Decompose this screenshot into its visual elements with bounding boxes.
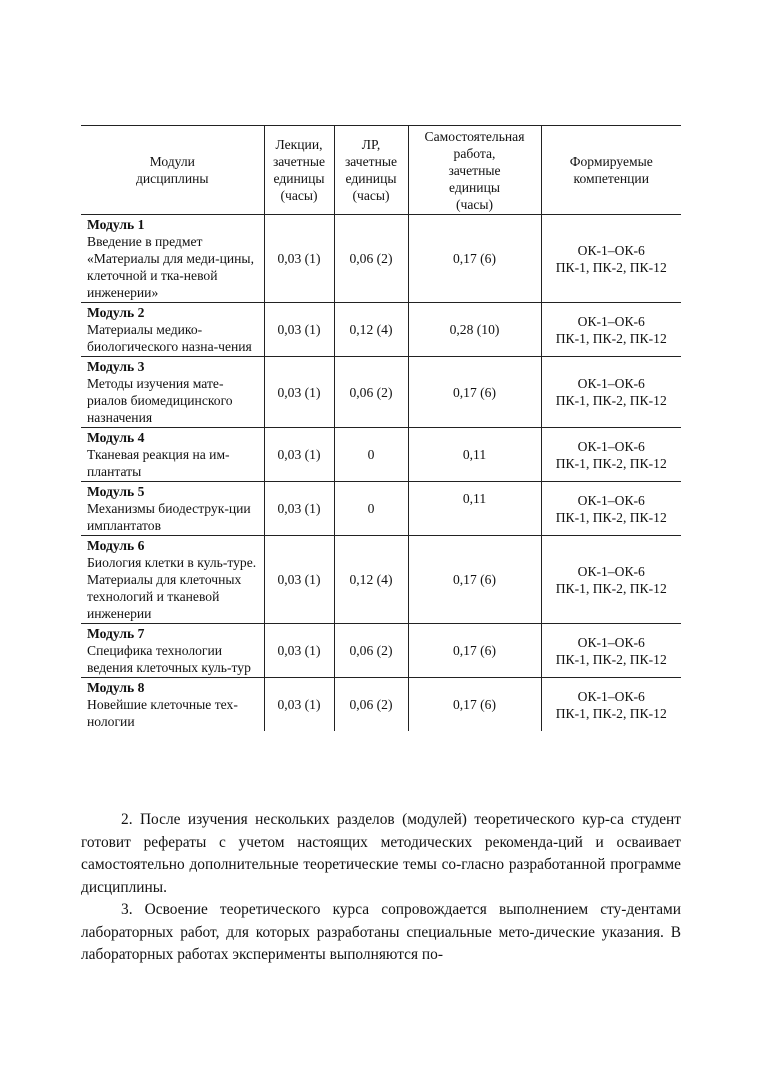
competency-pk: ПК-1, ПК-2, ПК-12 — [555, 455, 667, 471]
labs-cell: 0,06 (2) — [334, 624, 408, 678]
table-row — [81, 536, 681, 624]
table-body — [81, 215, 681, 732]
competencies-cell — [541, 428, 681, 482]
competencies-cell — [541, 357, 681, 428]
module-cell — [81, 482, 264, 536]
labs-cell: 0 — [334, 428, 408, 482]
module-name: Биология клетки в куль-туре. Материалы для клеточных технологий и тканевой инженерии — [87, 555, 257, 621]
labs-cell: 0,12 (4) — [334, 303, 408, 357]
lectures-cell: 0,03 (1) — [264, 357, 334, 428]
table-row — [81, 215, 681, 303]
table-row — [81, 624, 681, 678]
labs-cell: 0,06 (2) — [334, 678, 408, 732]
selfwork-cell: 0,11 — [408, 482, 541, 536]
table-row — [81, 678, 681, 732]
labs-cell: 0,06 (2) — [334, 357, 408, 428]
module-cell — [81, 215, 264, 303]
module-name: Специфика технологии ведения клеточных куль-тур — [87, 643, 251, 675]
competency-ok: ОК-1–ОК-6 — [577, 313, 645, 329]
modules-table — [81, 125, 681, 731]
module-cell — [81, 428, 264, 482]
paragraph: 3. Освоение теоретического курса сопровождается выполнением сту-дентами лабораторных работ, для которых разработаны специальные мето-дические указания. В лабораторных работах эксперименты выполняются по- — [81, 901, 681, 963]
module-title: Модуль 1 — [87, 217, 145, 232]
competency-pk: ПК-1, ПК-2, ПК-12 — [555, 651, 667, 667]
module-cell — [81, 624, 264, 678]
competencies-cell — [541, 215, 681, 303]
module-title: Модуль 6 — [87, 538, 145, 553]
table-row — [81, 357, 681, 428]
competencies-cell — [541, 536, 681, 624]
lectures-cell: 0,03 (1) — [264, 215, 334, 303]
selfwork-cell: 0,17 (6) — [408, 215, 541, 303]
lectures-cell: 0,03 (1) — [264, 482, 334, 536]
module-cell — [81, 357, 264, 428]
competency-ok: ОК-1–ОК-6 — [577, 242, 645, 258]
header-labs: ЛР, зачетные единицы (часы) — [334, 126, 408, 215]
module-name: Тканевая реакция на им-плантаты — [87, 447, 230, 479]
competency-ok: ОК-1–ОК-6 — [577, 376, 645, 391]
body-text — [81, 809, 681, 967]
competency-pk: ПК-1, ПК-2, ПК-12 — [555, 705, 667, 721]
competency-ok: ОК-1–ОК-6 — [577, 688, 645, 704]
module-name: Материалы медико-биологического назна-чения — [87, 322, 252, 354]
labs-cell: 0,12 (4) — [334, 536, 408, 624]
module-name: Механизмы биодеструк-ции имплантатов — [87, 501, 251, 533]
header-lectures: Лекции, зачетные единицы (часы) — [264, 126, 334, 215]
competency-pk: ПК-1, ПК-2, ПК-12 — [555, 509, 667, 525]
competencies-cell — [541, 482, 681, 536]
header-modules: Модули дисциплины — [81, 126, 264, 215]
selfwork-cell: 0,17 (6) — [408, 624, 541, 678]
lectures-cell: 0,03 (1) — [264, 624, 334, 678]
module-title: Модуль 7 — [87, 626, 145, 641]
selfwork-cell: 0,28 (10) — [408, 303, 541, 357]
selfwork-cell: 0,11 — [408, 428, 541, 482]
selfwork-cell: 0,17 (6) — [408, 678, 541, 732]
module-title: Модуль 8 — [87, 680, 145, 695]
competencies-cell — [541, 624, 681, 678]
competencies-cell — [541, 678, 681, 732]
lectures-cell: 0,03 (1) — [264, 536, 334, 624]
lectures-cell: 0,03 (1) — [264, 428, 334, 482]
module-title: Модуль 3 — [87, 359, 145, 374]
paragraph: 2. После изучения нескольких разделов (модулей) теоретического кур-са студент готовит рефераты с учетом настоящих методических рекоменда-ций и осваивает самостоятельно дополнительные теоретические темы со-гласно разработанной программе дисциплины. — [81, 811, 681, 896]
lectures-cell: 0,03 (1) — [264, 303, 334, 357]
lectures-cell: 0,03 (1) — [264, 678, 334, 732]
module-cell — [81, 303, 264, 357]
labs-cell: 0,06 (2) — [334, 215, 408, 303]
module-cell — [81, 536, 264, 624]
competency-pk: ПК-1, ПК-2, ПК-12 — [555, 580, 667, 596]
header-selfwork: Самостоятельная работа, зачетные единицы (часы) — [408, 126, 541, 215]
table-row — [81, 303, 681, 357]
labs-cell: 0 — [334, 482, 408, 536]
header-competencies: Формируемые компетенции — [541, 126, 681, 215]
competency-pk: ПК-1, ПК-2, ПК-12 — [555, 330, 667, 346]
table-row — [81, 482, 681, 536]
module-title: Модуль 5 — [87, 484, 145, 499]
competency-ok: ОК-1–ОК-6 — [577, 634, 645, 650]
module-name: Методы изучения мате-риалов биомедицинского назначения — [87, 376, 233, 425]
module-title: Модуль 4 — [87, 430, 145, 445]
competency-pk: ПК-1, ПК-2, ПК-12 — [555, 393, 667, 408]
selfwork-cell: 0,17 (6) — [408, 536, 541, 624]
module-cell — [81, 678, 264, 732]
table-row — [81, 428, 681, 482]
competency-pk: ПК-1, ПК-2, ПК-12 — [555, 259, 667, 275]
module-title: Модуль 2 — [87, 305, 145, 320]
competency-ok: ОК-1–ОК-6 — [577, 438, 645, 454]
module-name: Введение в предмет «Материалы для меди-цины, клеточной и тка-невой инженерии» — [87, 234, 254, 300]
competency-ok: ОК-1–ОК-6 — [577, 492, 645, 508]
module-name: Новейшие клеточные тех-нологии — [87, 697, 238, 729]
competency-ok: ОК-1–ОК-6 — [577, 563, 645, 579]
table-header-row — [81, 126, 681, 215]
competencies-cell — [541, 303, 681, 357]
selfwork-cell: 0,17 (6) — [408, 357, 541, 428]
